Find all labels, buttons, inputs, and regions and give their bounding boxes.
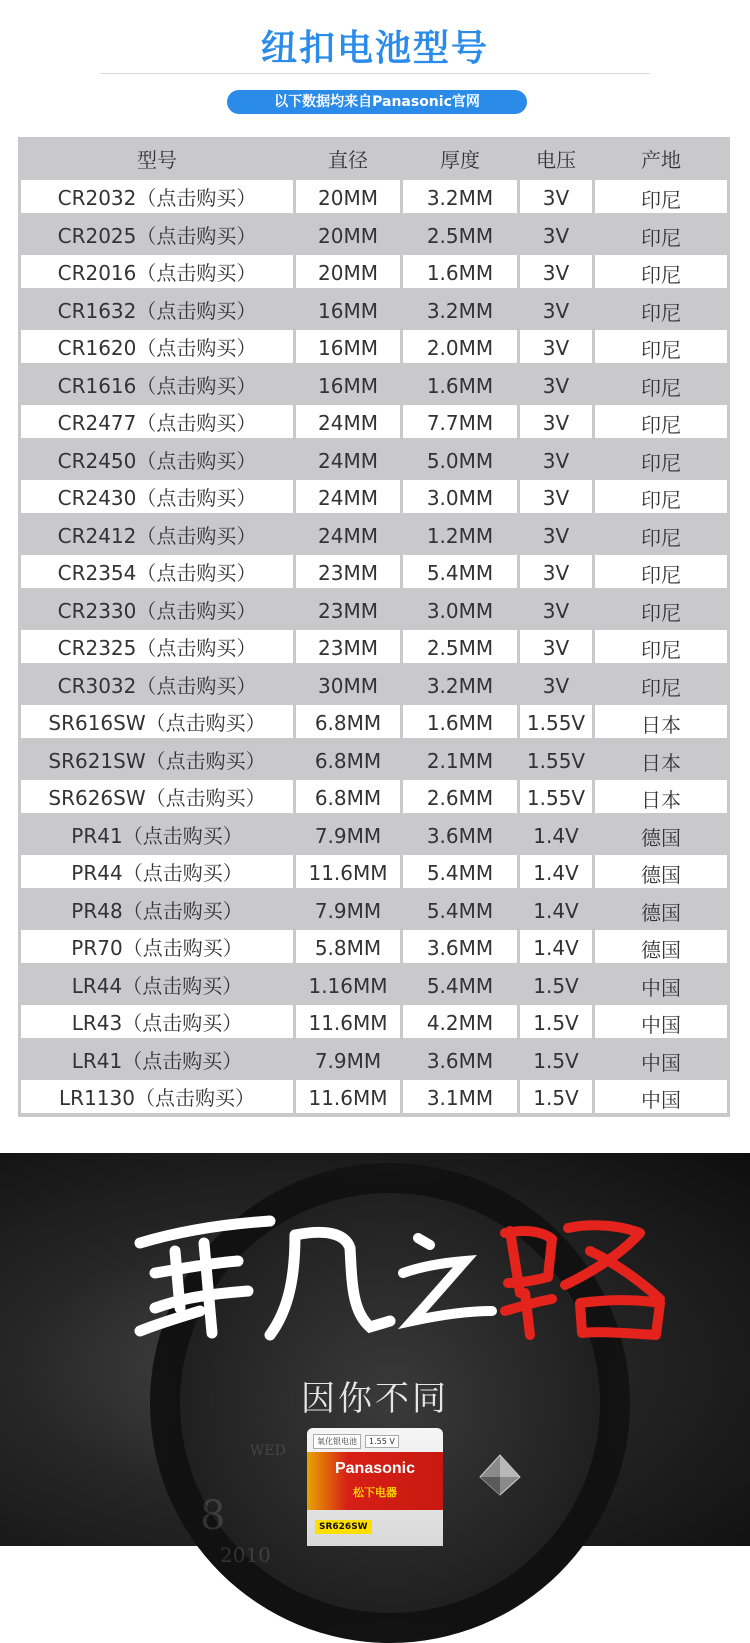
thickness-cell: 5.0MM	[403, 443, 517, 476]
voltage-cell: 3V	[520, 293, 592, 326]
voltage-cell: 3V	[520, 180, 592, 213]
thickness-cell: 5.4MM	[403, 893, 517, 926]
model-cell[interactable]: CR2025（点击购买）	[21, 218, 293, 251]
table-row	[19, 216, 729, 254]
model-cell[interactable]: PR70（点击购买）	[21, 930, 293, 963]
table-row	[19, 328, 729, 366]
table-row	[19, 178, 729, 216]
dial-number: 8	[200, 1493, 226, 1539]
voltage-cell: 1.55V	[520, 743, 592, 776]
thickness-cell: 2.5MM	[403, 630, 517, 663]
model-cell[interactable]: LR44（点击购买）	[21, 968, 293, 1001]
origin-cell: 日本	[595, 780, 727, 813]
thickness-cell: 3.2MM	[403, 180, 517, 213]
thickness-cell: 2.0MM	[403, 330, 517, 363]
thickness-cell: 4.2MM	[403, 1005, 517, 1038]
origin-cell: 德国	[595, 930, 727, 963]
table-row	[19, 366, 729, 404]
voltage-cell: 1.4V	[520, 818, 592, 851]
voltage-cell: 1.5V	[520, 1080, 592, 1113]
diameter-cell: 7.9MM	[296, 818, 400, 851]
diameter-cell: 7.9MM	[296, 893, 400, 926]
model-cell[interactable]: CR2477（点击购买）	[21, 405, 293, 438]
table-row	[19, 853, 729, 891]
origin-cell: 印尼	[595, 405, 727, 438]
model-cell[interactable]: LR43（点击购买）	[21, 1005, 293, 1038]
package-model-text: SR626SW	[315, 1520, 372, 1534]
voltage-cell: 1.5V	[520, 1005, 592, 1038]
voltage-cell: 1.4V	[520, 855, 592, 888]
diameter-cell: 20MM	[296, 218, 400, 251]
column-header-voltage: 电压	[536, 148, 576, 172]
voltage-cell: 1.4V	[520, 930, 592, 963]
diameter-cell: 23MM	[296, 630, 400, 663]
battery-package-image	[307, 1428, 443, 1546]
model-cell[interactable]: LR1130（点击购买）	[21, 1080, 293, 1113]
voltage-cell: 3V	[520, 330, 592, 363]
source-badge: 以下数据均来自Panasonic官网	[227, 90, 527, 114]
page-header	[0, 0, 750, 130]
table-row	[19, 291, 729, 329]
diameter-cell: 23MM	[296, 593, 400, 626]
diameter-cell: 1.16MM	[296, 968, 400, 1001]
voltage-cell: 3V	[520, 405, 592, 438]
table-row	[19, 1078, 729, 1116]
origin-cell: 中国	[595, 1080, 727, 1113]
table-row	[19, 253, 729, 291]
diameter-cell: 20MM	[296, 255, 400, 288]
title-divider	[100, 73, 650, 74]
diameter-cell: 24MM	[296, 480, 400, 513]
model-cell[interactable]: CR2325（点击购买）	[21, 630, 293, 663]
voltage-cell: 3V	[520, 218, 592, 251]
model-cell[interactable]: SR621SW（点击购买）	[21, 743, 293, 776]
voltage-cell: 1.5V	[520, 1043, 592, 1076]
voltage-cell: 3V	[520, 593, 592, 626]
voltage-cell: 3V	[520, 480, 592, 513]
battery-spec-table	[18, 137, 730, 1117]
voltage-cell: 3V	[520, 368, 592, 401]
thickness-cell: 3.6MM	[403, 818, 517, 851]
origin-cell: 中国	[595, 1005, 727, 1038]
package-red-band	[307, 1452, 443, 1510]
origin-cell: 印尼	[595, 255, 727, 288]
table-row	[19, 928, 729, 966]
origin-cell: 印尼	[595, 518, 727, 551]
thickness-cell: 2.5MM	[403, 218, 517, 251]
voltage-cell: 3V	[520, 518, 592, 551]
thickness-cell: 2.6MM	[403, 780, 517, 813]
origin-cell: 印尼	[595, 368, 727, 401]
model-cell[interactable]: SR616SW（点击购买）	[21, 705, 293, 738]
table-row	[19, 1003, 729, 1041]
dial-day: WED	[250, 1443, 286, 1459]
thickness-cell: 5.4MM	[403, 968, 517, 1001]
dial-year: 2010	[220, 1543, 271, 1567]
banner-slogan: 因你不同	[301, 1379, 449, 1419]
origin-cell: 中国	[595, 968, 727, 1001]
diameter-cell: 24MM	[296, 405, 400, 438]
voltage-cell: 3V	[520, 555, 592, 588]
table-row	[19, 441, 729, 479]
model-cell[interactable]: CR2032（点击购买）	[21, 180, 293, 213]
thickness-cell: 2.1MM	[403, 743, 517, 776]
page-title: 纽扣电池型号	[260, 28, 489, 69]
diameter-cell: 7.9MM	[296, 1043, 400, 1076]
diameter-cell: 11.6MM	[296, 1005, 400, 1038]
model-cell[interactable]: CR2430（点击购买）	[21, 480, 293, 513]
package-type-label: 氧化银电池	[313, 1434, 361, 1449]
table-row	[19, 966, 729, 1004]
diameter-cell: 6.8MM	[296, 705, 400, 738]
origin-cell: 德国	[595, 893, 727, 926]
model-cell[interactable]: CR1632（点击购买）	[21, 293, 293, 326]
table-row	[19, 741, 729, 779]
table-row	[19, 703, 729, 741]
column-header-thickness: 厚度	[440, 148, 480, 172]
package-voltage-label: 1.55 V	[365, 1435, 399, 1448]
table-row	[19, 891, 729, 929]
package-model-label	[315, 1520, 435, 1538]
origin-cell: 印尼	[595, 555, 727, 588]
column-header-origin: 产地	[641, 148, 681, 172]
brand-logo: Panasonic	[334, 1460, 416, 1477]
column-header-model: 型号	[137, 148, 177, 172]
voltage-cell: 3V	[520, 668, 592, 701]
voltage-cell: 3V	[520, 443, 592, 476]
thickness-cell: 3.6MM	[403, 1043, 517, 1076]
model-cell[interactable]: CR1616（点击购买）	[21, 368, 293, 401]
thickness-cell: 1.6MM	[403, 255, 517, 288]
model-cell[interactable]: CR2450（点击购买）	[21, 443, 293, 476]
table-row	[19, 591, 729, 629]
diameter-cell: 5.8MM	[296, 930, 400, 963]
diameter-cell: 16MM	[296, 368, 400, 401]
model-cell[interactable]: CR2412（点击购买）	[21, 518, 293, 551]
table-row	[19, 516, 729, 554]
voltage-cell: 3V	[520, 630, 592, 663]
thickness-cell: 5.4MM	[403, 555, 517, 588]
model-cell[interactable]: CR2016（点击购买）	[21, 255, 293, 288]
origin-cell: 印尼	[595, 218, 727, 251]
table-row	[19, 628, 729, 666]
table-row	[19, 553, 729, 591]
voltage-cell: 1.55V	[520, 705, 592, 738]
thickness-cell: 3.2MM	[403, 668, 517, 701]
table-row	[19, 816, 729, 854]
voltage-cell: 1.5V	[520, 968, 592, 1001]
voltage-cell: 1.55V	[520, 780, 592, 813]
thickness-cell: 3.0MM	[403, 480, 517, 513]
model-cell[interactable]: PR44（点击购买）	[21, 855, 293, 888]
diameter-cell: 23MM	[296, 555, 400, 588]
model-cell[interactable]: LR41（点击购买）	[21, 1043, 293, 1076]
diameter-cell: 6.8MM	[296, 780, 400, 813]
origin-cell: 德国	[595, 818, 727, 851]
thickness-cell: 3.6MM	[403, 930, 517, 963]
model-cell[interactable]: CR2354（点击购买）	[21, 555, 293, 588]
diameter-cell: 11.6MM	[296, 1080, 400, 1113]
table-row	[19, 778, 729, 816]
origin-cell: 中国	[595, 1043, 727, 1076]
origin-cell: 德国	[595, 855, 727, 888]
model-cell[interactable]: CR1620（点击购买）	[21, 330, 293, 363]
table-header	[19, 138, 729, 178]
origin-cell: 印尼	[595, 480, 727, 513]
thickness-cell: 3.1MM	[403, 1080, 517, 1113]
column-header-diameter: 直径	[328, 148, 368, 172]
model-cell[interactable]: PR48（点击购买）	[21, 893, 293, 926]
origin-cell: 印尼	[595, 180, 727, 213]
model-cell[interactable]: SR626SW（点击购买）	[21, 780, 293, 813]
origin-cell: 印尼	[595, 293, 727, 326]
voltage-cell: 3V	[520, 255, 592, 288]
origin-cell: 印尼	[595, 330, 727, 363]
diameter-cell: 11.6MM	[296, 855, 400, 888]
origin-cell: 印尼	[595, 630, 727, 663]
voltage-cell: 1.4V	[520, 893, 592, 926]
diameter-cell: 24MM	[296, 518, 400, 551]
diameter-cell: 20MM	[296, 180, 400, 213]
thickness-cell: 7.7MM	[403, 405, 517, 438]
table-row	[19, 478, 729, 516]
diameter-cell: 24MM	[296, 443, 400, 476]
diameter-cell: 16MM	[296, 330, 400, 363]
table-row	[19, 666, 729, 704]
model-cell[interactable]: CR3032（点击购买）	[21, 668, 293, 701]
model-cell[interactable]: CR2330（点击购买）	[21, 593, 293, 626]
package-top-labels	[313, 1434, 437, 1450]
thickness-cell: 5.4MM	[403, 855, 517, 888]
origin-cell: 印尼	[595, 593, 727, 626]
thickness-cell: 1.6MM	[403, 705, 517, 738]
diameter-cell: 30MM	[296, 668, 400, 701]
origin-cell: 日本	[595, 743, 727, 776]
origin-cell: 印尼	[595, 443, 727, 476]
thickness-cell: 3.2MM	[403, 293, 517, 326]
brand-cn-label: 松下电器	[353, 1486, 397, 1499]
thickness-cell: 3.0MM	[403, 593, 517, 626]
origin-cell: 日本	[595, 705, 727, 738]
model-cell[interactable]: PR41（点击购买）	[21, 818, 293, 851]
thickness-cell: 1.6MM	[403, 368, 517, 401]
thickness-cell: 1.2MM	[403, 518, 517, 551]
diamond-icon	[478, 1453, 522, 1497]
origin-cell: 印尼	[595, 668, 727, 701]
calligraphy-title-image	[120, 1203, 680, 1343]
diameter-cell: 16MM	[296, 293, 400, 326]
diameter-cell: 6.8MM	[296, 743, 400, 776]
promo-banner	[0, 1153, 750, 1567]
table-row	[19, 1041, 729, 1079]
table-row	[19, 403, 729, 441]
